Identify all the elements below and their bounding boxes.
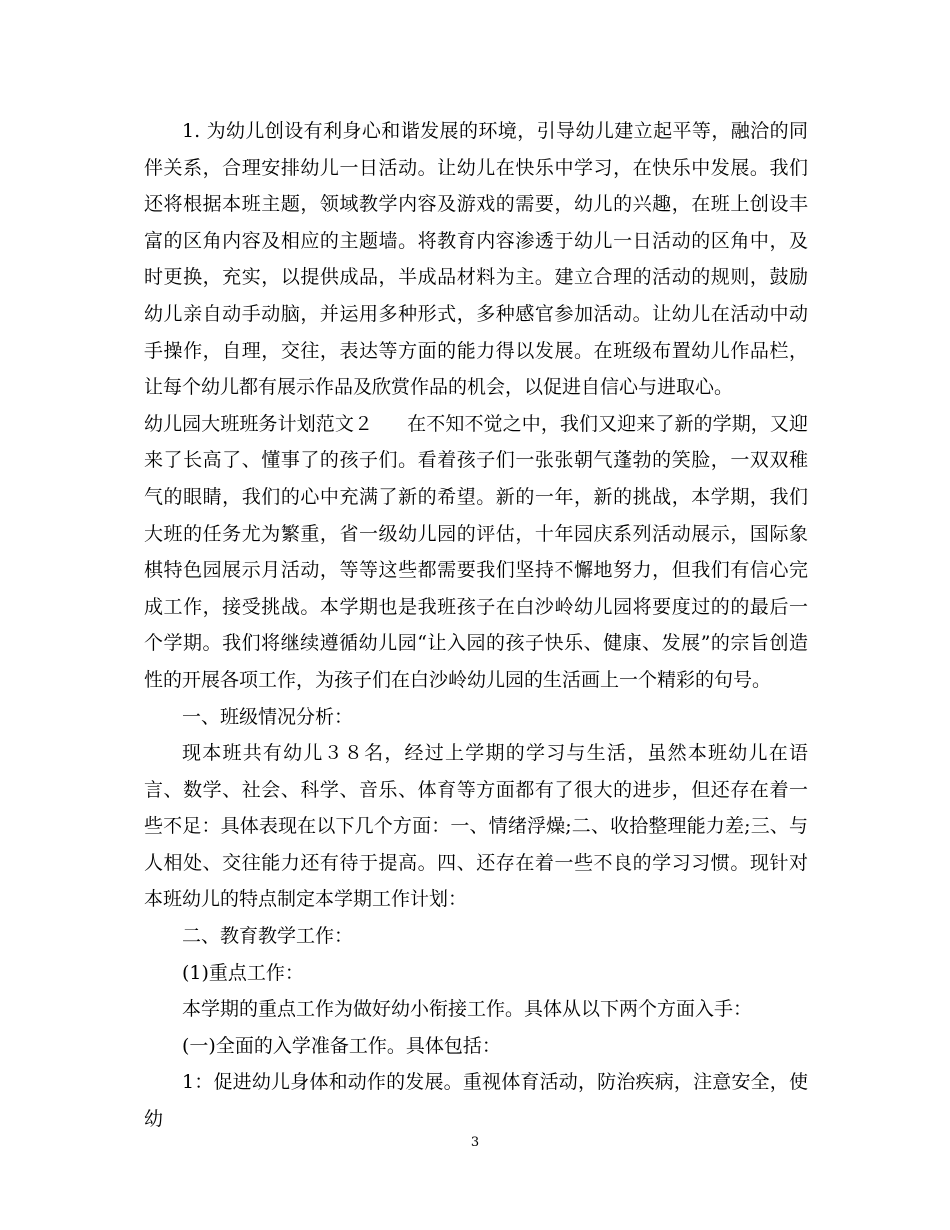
section-heading: 幼儿园大班班务计划范文２ [144,412,374,435]
document-body [144,113,808,1138]
paragraph-environment [144,113,808,406]
paragraph-text: 现本班共有幼儿３８名，经过上学期的学习与生活，虽然本班幼儿在语言、数学、社会、科学、音乐、体育等方面都有了很大的进步，但还存在着一些不足：具体表现在以下几个方面：一、情绪浮燥;二、收拾整理能力差;三、与人相处、交往能力还有待于提高。四、还存在着一些不良的学习习惯。现针对本班幼儿的特点制定本学期工作计划： [144,742,808,911]
paragraph-teaching-heading [144,918,808,955]
paragraph-key-work-heading [144,955,808,992]
paragraph-text: 在不知不觉之中，我们又迎来了新的学期，又迎来了长高了、懂事了的孩子们。看着孩子们一张张朝气蓬勃的笑脸，一双双稚气的眼睛，我们的心中充满了新的希望。新的一年，新的挑战，本学期，我们大班的任务尤为繁重，省一级幼儿园的评估，十年园庆系列活动展示，国际象棋特色园展示月活动，等等这些都需要我们坚持不懈地努力，但我们有信心完成工作，接受挑战。本学期也是我班孩子在白沙岭幼儿园将要度过的的最后一个学期。我们将继续遵循幼儿园“让入园的孩子快乐、健康、发展”的宗旨创造性的开展各项工作，为孩子们在白沙岭幼儿园的生活画上一个精彩的句号。 [144,412,808,691]
paragraph-text: 二、教育教学工作： [182,925,354,948]
paragraph-preparation-heading [144,1028,808,1065]
paragraph-text: 1：促进幼儿身体和动作的发展。重视体育活动，防治疾病，注意安全，使幼 [144,1071,808,1131]
paragraph-text: 1. 为幼儿创设有利身心和谐发展的环境，引导幼儿建立起平等，融洽的同伴关系，合理安排幼儿一日活动。让幼儿在快乐中学习，在快乐中发展。我们还将根据本班主题，领域教学内容及游戏的需要，幼儿的兴趣，在班上创设丰富的区角内容及相应的主题墙。将教育内容渗透于幼儿一日活动的区角中，及时更换，充实，以提供成品，半成品材料为主。建立合理的活动的规则，鼓励幼儿亲自动手动脑，并运用多种形式，多种感官参加活动。让幼儿在活动中动手操作，自理，交往，表达等方面的能力得以发展。在班级布置幼儿作品栏，让每个幼儿都有展示作品及欣赏作品的机会，以促进自信心与进取心。 [144,120,808,399]
paragraph-text: 一、班级情况分析： [182,705,354,728]
page-number: 3 [470,1135,480,1150]
paragraph-class-analysis [144,735,808,918]
paragraph-text: (一)全面的入学准备工作。具体包括： [182,1034,501,1057]
paragraph-text: (1)重点工作： [182,961,304,984]
paragraph-key-work [144,991,808,1028]
paragraph-physical-development [144,1064,808,1137]
paragraph-class-analysis-heading [144,699,808,736]
paragraph-plan-sample-2 [144,406,808,699]
paragraph-text: 本学期的重点工作为做好幼小衔接工作。具体从以下两个方面入手： [182,998,753,1021]
